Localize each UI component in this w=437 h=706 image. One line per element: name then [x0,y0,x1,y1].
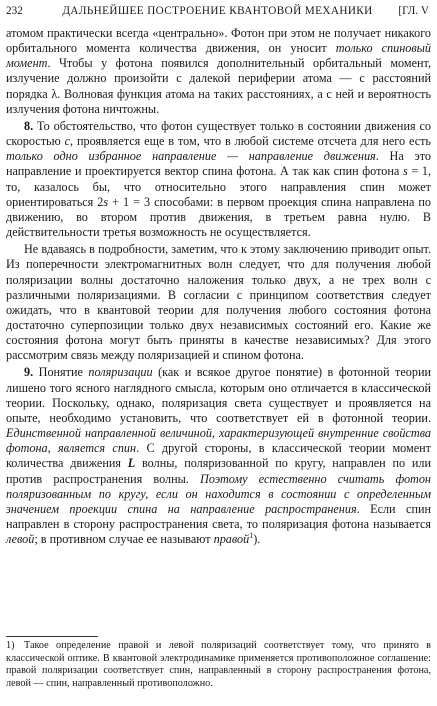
text-run: = 1, то, казалось бы, что относительно этого направления спин может ориентироваться 2 [6,164,432,209]
running-header [6,3,429,19]
text-run: атомом практически всегда «центрально». Фотон при этом не получает никакого орбитального момента количества движения, он уносит [6,26,431,56]
italic-term: поляризации [88,365,153,380]
italic-emphasis: только одно избранное направление — направление движения [6,149,376,164]
italic-emphasis: только спиновый момент [6,41,431,71]
text-run: . На это направление и проектируется вектор спина фотона. А так как спин фотона [6,149,431,179]
footnote-reference[interactable]: 1 [249,531,254,541]
text-run: То обстоятельство, что фотон существует только в состоянии движения со скоростью [6,118,431,149]
text-run: ; в противном случае ее называют [34,532,214,547]
text-run: + 1 = 3 способами: в первом проекция спина направлена по движению, во втором против движения, в третьем равна нулю. В действительности третья возможность не осуществляется. [6,194,431,240]
footnote-text: Такое определение правой и левой поляризаций соответствует тому, что принято в классической оптике. В квантовой электродинамике применяется противоположное соглашение: правой поляризации соответствует спин, направленный в сторону распространения фотона, левой — спин, направленный противоположно. [6,640,431,690]
text-run: ). [253,532,261,547]
page-number: 232 [6,5,23,17]
text-run: волны, поляризованной по кругу, направлен по или против распространения волны. [6,456,431,486]
text-run: . Чтобы у фотона появился дополнительный орбитальный момент, излучение должно произойти с далекой периферии атома — с расстояний порядка λ. Волновая функция атома на таких расстояниях, а с ней и вероятность излучения фотона ничтожны. [6,56,431,116]
italic-emphasis: Единственной направленной величиной, характеризующей внутренние свойства фотона, является спин [6,426,431,456]
text-run: Не вдаваясь в подробности, заметим, что к этому заключению приводит опыт. Из поперечности электромагнитных волн следует, что для получения любой поляризации волны достаточно наложения только двух, а не трех волн с различными поляризациями. В согласии с принципом соответствия следует ожидать, что в квантовой теории для получения любого состояния фотона достаточно суперпозиции только двух независимых состояний его. Какие же состояния фотона могут быть приняты в качестве независимых? Для этого рассмотрим связь между поляризацией и спином фотона. [6,242,431,363]
chapter-label: [ГЛ. V [398,5,429,17]
main-text [6,26,431,547]
symbol-c: c [64,134,71,149]
footnote-divider [6,636,98,637]
footnote-mark: 1) [6,640,15,651]
symbol-s: s [103,194,109,209]
paragraph-experiment [6,242,431,363]
footnote [6,640,431,691]
paragraph-9 [6,365,431,547]
paragraph-continuation [6,26,431,117]
running-title: ДАЛЬНЕЙШЕЕ ПОСТРОЕНИЕ КВАНТОВОЙ МЕХАНИКИ [62,5,373,17]
italic-term: левой [6,532,35,547]
text-run: (как и всякое другое понятие) в фотонной теории лишено того ясного наглядного смысла, которым оно отличается в классической теории. Поскольку, однако, поляризация света существует и проявляется на опыте, необходимо установить, что соответствует ей в фотонной теории. [6,365,432,425]
text-run: , проявляется еще в том, что в любой системе отсчета для него есть [70,134,431,149]
text-run: . С другой стороны, в классической теории момент количества движения [6,441,431,471]
italic-term: правой [213,532,250,547]
symbol-s: s [402,164,408,179]
vector-L: L [127,456,136,471]
text-run: . Если спин направлен в сторону распространения света, то поляризация фотона называется [6,501,432,531]
italic-emphasis: Поэтому естественно считать фотон поляризованным по кругу, если он находится в состоянии с определенным значением проекции спина на направление распространения [6,471,431,516]
text-run: Понятие [33,365,89,380]
paragraph-8 [6,119,431,240]
paragraph-number: 8. [24,118,34,133]
paragraph-number: 9. [24,365,34,380]
